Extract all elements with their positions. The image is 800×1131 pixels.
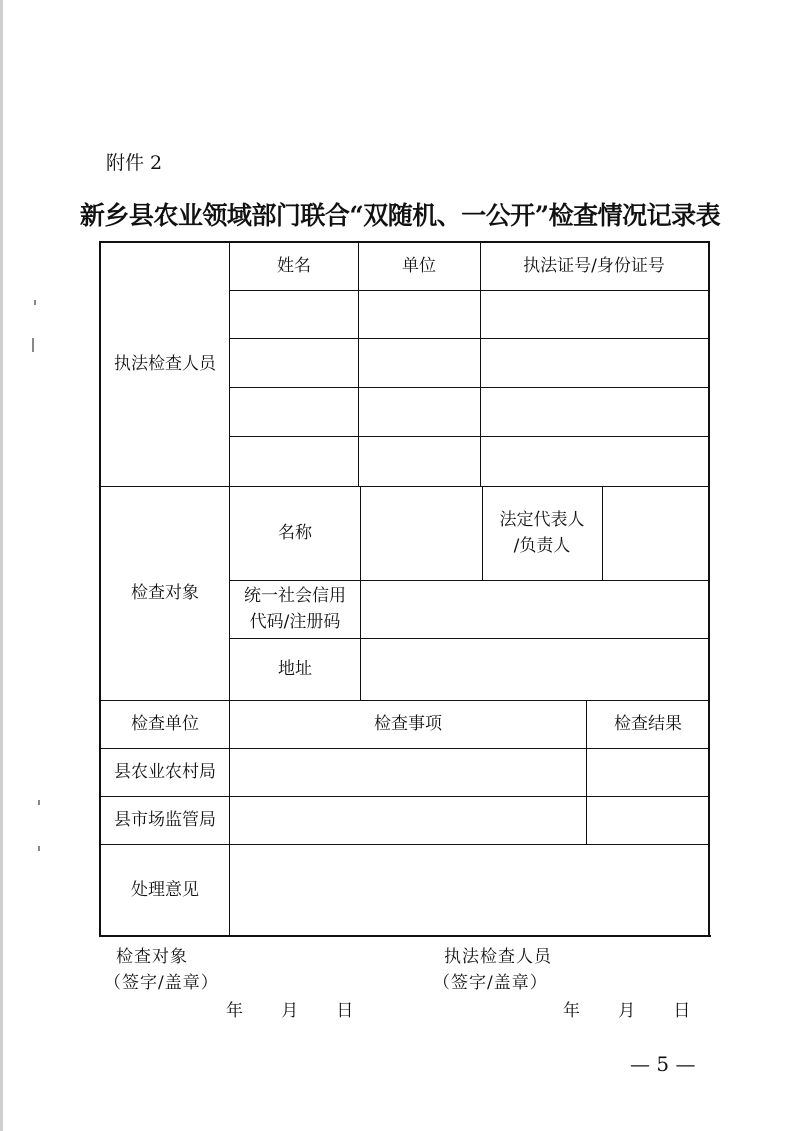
table-rule bbox=[229, 241, 230, 937]
table-rule bbox=[100, 700, 709, 701]
table-rule bbox=[229, 580, 709, 581]
inspectors-section-label: 执法检查人员 bbox=[114, 354, 216, 374]
credit-code-value[interactable] bbox=[360, 580, 708, 638]
table-rule bbox=[360, 486, 361, 700]
document-title: 新乡县农业领域部门联合“双随机、一公开”检查情况记录表 bbox=[79, 201, 721, 230]
table-rule bbox=[358, 241, 359, 486]
table-rule bbox=[482, 486, 483, 580]
footer-target-sign: （签字/盖章） bbox=[104, 973, 219, 993]
scan-speck bbox=[38, 846, 40, 851]
inspector-id-cell[interactable] bbox=[480, 436, 708, 486]
scan-speck bbox=[32, 338, 34, 352]
inspector-unit-cell[interactable] bbox=[358, 436, 480, 486]
footer-inspector-label: 执法检查人员 bbox=[444, 947, 552, 967]
table-rule bbox=[586, 700, 587, 844]
col-header-name: 姓名 bbox=[277, 256, 311, 276]
opinion-value[interactable] bbox=[230, 844, 710, 936]
check-item-cell[interactable] bbox=[230, 748, 586, 796]
credit-code-label-line1: 统一社会信用 bbox=[244, 586, 346, 606]
inspector-unit-cell[interactable] bbox=[358, 338, 480, 387]
footer-target-date: 年 月 日 bbox=[226, 1001, 355, 1021]
inspector-name-cell[interactable] bbox=[230, 387, 358, 436]
table-rule bbox=[229, 338, 709, 339]
inspector-name-cell[interactable] bbox=[230, 338, 358, 387]
opinion-label: 处理意见 bbox=[131, 880, 199, 900]
check-unit-agriculture: 县农业农村局 bbox=[114, 762, 216, 782]
check-result-cell[interactable] bbox=[586, 796, 710, 844]
address-value[interactable] bbox=[360, 638, 708, 700]
legal-rep-label bbox=[482, 486, 602, 580]
table-rule bbox=[229, 436, 709, 437]
inspector-unit-cell[interactable] bbox=[358, 387, 480, 436]
footer-inspector-date: 年 月 日 bbox=[563, 1001, 692, 1021]
table-border-left bbox=[99, 241, 101, 937]
scan-speck bbox=[38, 800, 40, 805]
table-rule bbox=[602, 486, 603, 580]
table-rule bbox=[100, 486, 709, 487]
col-header-check-unit: 检查单位 bbox=[131, 714, 199, 734]
table-rule bbox=[100, 844, 709, 845]
credit-code-label bbox=[230, 580, 360, 638]
table-rule bbox=[100, 748, 709, 749]
col-header-check-result: 检查结果 bbox=[614, 714, 682, 734]
table-border-top bbox=[99, 241, 709, 243]
inspector-id-cell[interactable] bbox=[480, 290, 708, 338]
scan-speck bbox=[34, 300, 36, 305]
table-rule bbox=[100, 796, 709, 797]
check-result-cell[interactable] bbox=[586, 748, 710, 796]
footer-target-label: 检查对象 bbox=[116, 947, 188, 967]
inspector-name-cell[interactable] bbox=[230, 290, 358, 338]
table-rule bbox=[229, 290, 709, 291]
target-name-value[interactable] bbox=[360, 486, 482, 580]
check-unit-market-supervision: 县市场监管局 bbox=[114, 810, 216, 830]
table-rule bbox=[480, 241, 481, 486]
credit-code-label-line2: 代码/注册码 bbox=[249, 612, 341, 632]
page-scan-edge bbox=[0, 0, 3, 1131]
table-rule bbox=[229, 638, 709, 639]
target-name-label: 名称 bbox=[278, 523, 312, 543]
col-header-check-item: 检查事项 bbox=[374, 714, 442, 734]
inspector-unit-cell[interactable] bbox=[358, 290, 480, 338]
page-number: — 5 — bbox=[630, 1052, 696, 1076]
inspector-name-cell[interactable] bbox=[230, 436, 358, 486]
col-header-id-number: 执法证号/身份证号 bbox=[523, 256, 665, 276]
legal-rep-value[interactable] bbox=[602, 486, 708, 580]
table-border-bottom bbox=[99, 935, 711, 937]
legal-rep-label-line2: /负责人 bbox=[513, 536, 571, 556]
table-rule bbox=[229, 387, 709, 388]
address-label: 地址 bbox=[278, 659, 312, 679]
table-border-right bbox=[708, 241, 710, 937]
col-header-unit: 单位 bbox=[402, 256, 436, 276]
inspector-id-cell[interactable] bbox=[480, 387, 708, 436]
attachment-label: 附件 2 bbox=[106, 152, 163, 174]
check-item-cell[interactable] bbox=[230, 796, 586, 844]
footer-inspector-sign: （签字/盖章） bbox=[433, 973, 548, 993]
inspector-id-cell[interactable] bbox=[480, 338, 708, 387]
target-section-label: 检查对象 bbox=[131, 583, 199, 603]
legal-rep-label-line1: 法定代表人 bbox=[499, 510, 585, 530]
